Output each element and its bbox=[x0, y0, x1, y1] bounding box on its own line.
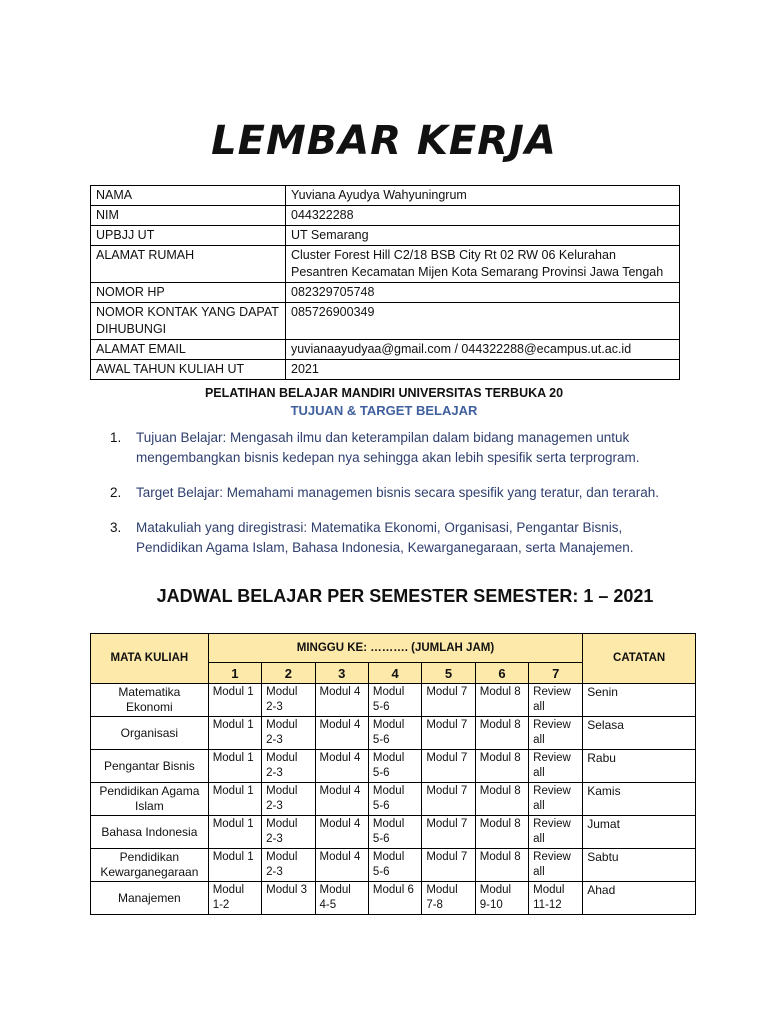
schedule-cell: Modul 8 bbox=[475, 816, 528, 849]
schedule-cell: Modul 5-6 bbox=[368, 816, 421, 849]
training-heading: PELATIHAN BELAJAR MANDIRI UNIVERSITAS TERBUKA 20 bbox=[204, 386, 564, 400]
schedule-cell: Modul 7 bbox=[422, 750, 475, 783]
schedule-cell: Modul 7 bbox=[422, 849, 475, 882]
goal-item bbox=[110, 483, 670, 503]
schedule-cell: Modul 7-8 bbox=[422, 882, 475, 915]
info-value: UT Semarang bbox=[286, 226, 680, 246]
schedule-note: Kamis bbox=[583, 783, 696, 816]
info-row bbox=[91, 303, 680, 340]
schedule-cell: Review all bbox=[529, 783, 583, 816]
schedule-cell: Modul 5-6 bbox=[368, 717, 421, 750]
course-name: Organisasi bbox=[91, 717, 209, 750]
schedule-note: Ahad bbox=[583, 882, 696, 915]
info-label: AWAL TAHUN KULIAH UT bbox=[91, 360, 286, 380]
schedule-cell: Modul 2-3 bbox=[262, 684, 315, 717]
course-name: Manajemen bbox=[91, 882, 209, 915]
header-catatan: CATATAN bbox=[583, 634, 696, 684]
info-row bbox=[91, 226, 680, 246]
info-label: NAMA bbox=[91, 186, 286, 206]
info-value: yuvianaayudyaa@gmail.com / 044322288@ecampus.ut.ac.id bbox=[286, 340, 680, 360]
schedule-cell: Modul 1 bbox=[208, 684, 261, 717]
schedule-cell: Modul 5-6 bbox=[368, 750, 421, 783]
schedule-cell: Review all bbox=[529, 750, 583, 783]
page-title: LEMBAR KERJA bbox=[211, 118, 557, 164]
schedule-cell: Modul 2-3 bbox=[262, 783, 315, 816]
course-name: Pendidikan Agama Islam bbox=[91, 783, 209, 816]
info-value: 082329705748 bbox=[286, 283, 680, 303]
schedule-cell: Modul 2-3 bbox=[262, 717, 315, 750]
schedule-cell: Modul 8 bbox=[475, 849, 528, 882]
schedule-cell: Modul 5-6 bbox=[368, 684, 421, 717]
goal-item bbox=[110, 428, 670, 468]
schedule-row bbox=[91, 849, 696, 882]
schedule-cell: Modul 2-3 bbox=[262, 816, 315, 849]
schedule-cell: Review all bbox=[529, 816, 583, 849]
schedule-row bbox=[91, 684, 696, 717]
schedule-cell: Modul 6 bbox=[368, 882, 421, 915]
schedule-note: Rabu bbox=[583, 750, 696, 783]
goals-heading: TUJUAN & TARGET BELAJAR bbox=[290, 403, 478, 418]
info-row bbox=[91, 206, 680, 226]
info-value: 044322288 bbox=[286, 206, 680, 226]
schedule-cell: Modul 4 bbox=[315, 717, 368, 750]
schedule-row bbox=[91, 717, 696, 750]
info-label: NIM bbox=[91, 206, 286, 226]
schedule-cell: Modul 1 bbox=[208, 849, 261, 882]
week-header: 2 bbox=[262, 663, 315, 684]
course-name: Pengantar Bisnis bbox=[91, 750, 209, 783]
schedule-cell: Modul 4 bbox=[315, 816, 368, 849]
goal-text: Tujuan Belajar: Mengasah ilmu dan keterampilan dalam bidang managemen untuk mengembangkan bisnis kedepan nya sehingga akan lebih spesifik serta terprogram. bbox=[136, 430, 640, 465]
schedule-note: Senin bbox=[583, 684, 696, 717]
goal-number: 3. bbox=[110, 520, 122, 535]
goal-number: 1. bbox=[110, 430, 122, 445]
course-name: Matematika Ekonomi bbox=[91, 684, 209, 717]
course-name: Bahasa Indonesia bbox=[91, 816, 209, 849]
schedule-cell: Modul 2-3 bbox=[262, 849, 315, 882]
schedule-cell: Modul 1 bbox=[208, 783, 261, 816]
schedule-heading: JADWAL BELAJAR PER SEMESTER SEMESTER: 1 – 2021 bbox=[156, 586, 654, 606]
header-course: MATA KULIAH bbox=[91, 634, 209, 684]
course-name: Pendidikan Kewarganegaraan bbox=[91, 849, 209, 882]
schedule-cell: Modul 7 bbox=[422, 717, 475, 750]
schedule-cell: Modul 4 bbox=[315, 750, 368, 783]
schedule-cell: Modul 4 bbox=[315, 849, 368, 882]
schedule-note: Sabtu bbox=[583, 849, 696, 882]
info-label: ALAMAT RUMAH bbox=[91, 246, 286, 283]
schedule-cell: Modul 11-12 bbox=[529, 882, 583, 915]
schedule-cell: Modul 2-3 bbox=[262, 750, 315, 783]
schedule-row bbox=[91, 750, 696, 783]
week-header: 7 bbox=[529, 663, 583, 684]
schedule-cell: Review all bbox=[529, 717, 583, 750]
schedule-cell: Modul 8 bbox=[475, 783, 528, 816]
week-header: 1 bbox=[208, 663, 261, 684]
schedule-row bbox=[91, 816, 696, 849]
schedule-cell: Modul 1 bbox=[208, 717, 261, 750]
goal-text: Target Belajar: Memahami managemen bisnis secara spesifik yang teratur, dan terarah. bbox=[136, 485, 660, 500]
info-row bbox=[91, 186, 680, 206]
info-value: 2021 bbox=[286, 360, 680, 380]
schedule-cell: Modul 8 bbox=[475, 717, 528, 750]
schedule-row bbox=[91, 882, 696, 915]
schedule-table bbox=[90, 633, 696, 915]
schedule-note: Jumat bbox=[583, 816, 696, 849]
schedule-cell: Modul 4 bbox=[315, 783, 368, 816]
schedule-cell: Modul 7 bbox=[422, 783, 475, 816]
schedule-cell: Modul 4-5 bbox=[315, 882, 368, 915]
info-row bbox=[91, 283, 680, 303]
info-label: UPBJJ UT bbox=[91, 226, 286, 246]
week-header: 3 bbox=[315, 663, 368, 684]
week-header: 4 bbox=[368, 663, 421, 684]
schedule-cell: Modul 1 bbox=[208, 750, 261, 783]
info-value: Cluster Forest Hill C2/18 BSB City Rt 02 RW 06 Kelurahan Pesantren Kecamatan Mijen Kota Semarang Provinsi Jawa Tengah bbox=[286, 246, 680, 283]
schedule-cell: Review all bbox=[529, 849, 583, 882]
header-minggu: MINGGU KE: ………. (JUMLAH JAM) bbox=[208, 634, 583, 663]
info-label: ALAMAT EMAIL bbox=[91, 340, 286, 360]
schedule-cell: Modul 9-10 bbox=[475, 882, 528, 915]
goal-item bbox=[110, 518, 670, 558]
schedule-note: Selasa bbox=[583, 717, 696, 750]
schedule-cell: Modul 4 bbox=[315, 684, 368, 717]
schedule-cell: Modul 5-6 bbox=[368, 849, 421, 882]
identity-table bbox=[90, 185, 680, 380]
info-value: 085726900349 bbox=[286, 303, 680, 340]
schedule-cell: Modul 7 bbox=[422, 816, 475, 849]
schedule-cell: Modul 5-6 bbox=[368, 783, 421, 816]
week-header: 6 bbox=[475, 663, 528, 684]
schedule-cell: Modul 8 bbox=[475, 750, 528, 783]
schedule-cell: Modul 1-2 bbox=[208, 882, 261, 915]
info-label: NOMOR HP bbox=[91, 283, 286, 303]
schedule-cell: Modul 8 bbox=[475, 684, 528, 717]
info-row bbox=[91, 360, 680, 380]
goals-list bbox=[110, 428, 670, 573]
goal-text: Matakuliah yang diregistrasi: Matematika Ekonomi, Organisasi, Pengantar Bisnis, Pendidikan Agama Islam, Bahasa Indonesia, Kewarganegaraan, serta Manajemen. bbox=[136, 520, 634, 555]
week-header: 5 bbox=[422, 663, 475, 684]
goal-number: 2. bbox=[110, 485, 122, 500]
schedule-cell: Modul 3 bbox=[262, 882, 315, 915]
schedule-cell: Modul 7 bbox=[422, 684, 475, 717]
schedule-cell: Review all bbox=[529, 684, 583, 717]
info-value: Yuviana Ayudya Wahyuningrum bbox=[286, 186, 680, 206]
info-row bbox=[91, 246, 680, 283]
schedule-row bbox=[91, 783, 696, 816]
info-row bbox=[91, 340, 680, 360]
info-label: NOMOR KONTAK YANG DAPAT DIHUBUNGI bbox=[91, 303, 286, 340]
schedule-cell: Modul 1 bbox=[208, 816, 261, 849]
